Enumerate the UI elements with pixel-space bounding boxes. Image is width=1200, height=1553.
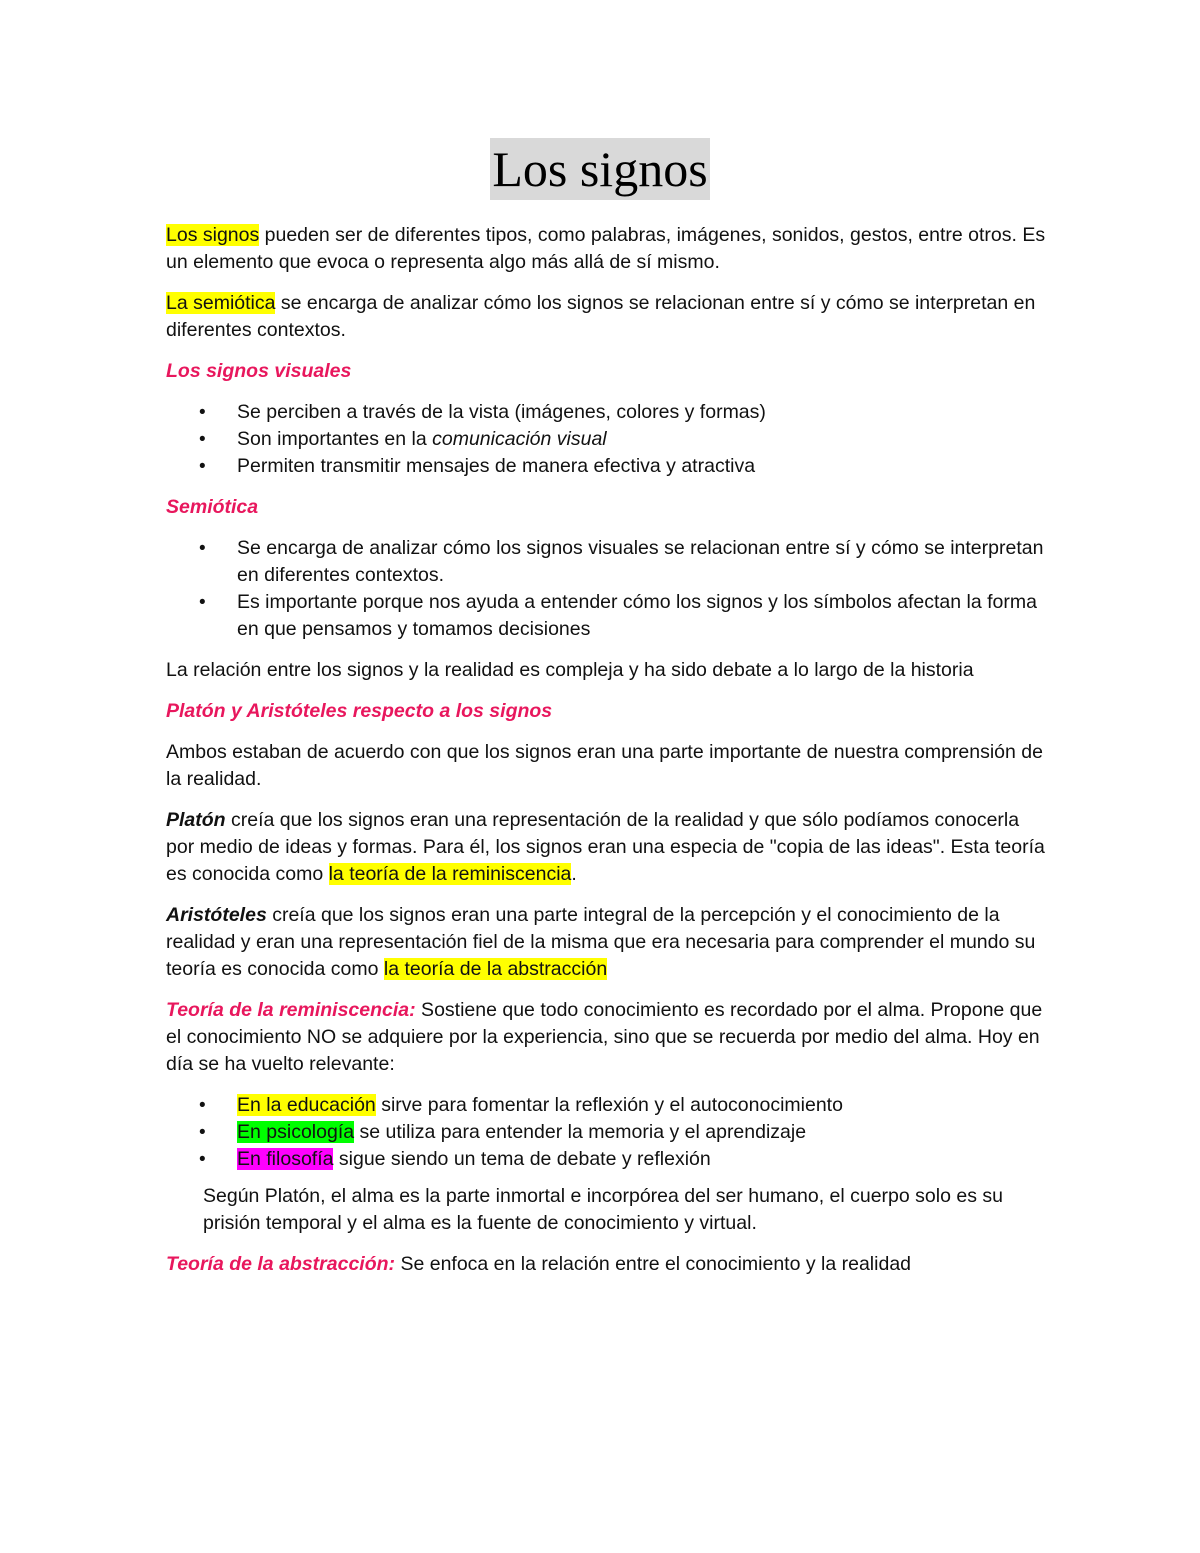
list-item-text: Se perciben a través de la vista (imágenes, colores y formas) [237,401,766,423]
bullet-icon: • [199,1149,206,1170]
paragraph-semiotica [166,290,1046,344]
paragraph-text: pueden ser de diferentes tipos, como palabras, imágenes, sonidos, gestos, entre otros. Es un elemento que evoca o representa algo más allá de sí mismo. [166,224,1046,273]
document-body [166,222,1046,1292]
list-aplicaciones [166,1092,1046,1173]
paragraph-aristoteles [166,902,1046,983]
list-item [166,426,1046,453]
label-teoria-abstraccion: Teoría de la abstracción: [166,1253,396,1275]
list-item [166,1092,1046,1119]
list-item [166,1119,1046,1146]
bullet-icon: • [199,402,206,423]
list-item [166,453,1046,480]
list-item-text: Se encarga de analizar cómo los signos visuales se relacionan entre sí y cómo se interpretan en diferentes contextos. [237,537,1044,586]
highlight-teoria-reminiscencia: la teoría de la reminiscencia [328,863,572,885]
bullet-icon: • [199,1095,206,1116]
highlight-teoria-abstraccion: la teoría de la abstracción [383,958,608,980]
bold-platon: Platón [166,809,226,831]
paragraph-text: creía que los signos eran una representación de la realidad y que sólo podíamos conocerla por medio de ideas y formas. Para él, los signos eran una especia de "copia de las ideas". Esta teoría es conocida como [166,809,1045,885]
list-item-text: Son importantes en la [237,428,433,450]
paragraph-intro [166,222,1046,276]
bullet-icon: • [199,592,206,613]
bullet-icon: • [199,538,206,559]
highlight-filosofia: En filosofía [237,1148,334,1170]
list-item [166,535,1046,589]
list-item [166,1146,1046,1173]
label-teoria-reminiscencia: Teoría de la reminiscencia: [166,999,416,1021]
highlight-psicologia: En psicología [237,1121,355,1143]
italic-term: comunicación visual [432,428,607,450]
paragraph-segun-platon: Según Platón, el alma es la parte inmortal e incorpórea del ser humano, el cuerpo solo es su prisión temporal y el alma es la fuente de conocimiento y virtual. [203,1185,1003,1234]
paragraph-teoria-abstraccion [166,1251,1046,1278]
paragraph-ambos: Ambos estaban de acuerdo con que los signos eran una parte importante de nuestra comprensión de la realidad. [166,741,1043,790]
bullet-icon: • [199,429,206,450]
heading-signos-visuales: Los signos visuales [166,360,352,382]
page-title: Los signos [490,138,709,200]
bullet-icon: • [199,1122,206,1143]
paragraph-text: Se enfoca en la relación entre el conocimiento y la realidad [395,1253,912,1275]
paragraph-platon [166,807,1046,888]
paragraph-relacion: La relación entre los signos y la realidad es compleja y ha sido debate a lo largo de la historia [166,659,974,681]
paragraph-text: creía que los signos eran una parte integral de la percepción y el conocimiento de la realidad y eran una representación fiel de la misma que era necesaria para comprender el mundo su teoría es conocida como [166,904,1036,980]
list-item-text: Permiten transmitir mensajes de manera efectiva y atractiva [237,455,756,477]
highlight-educacion: En la educación [237,1094,376,1116]
paragraph-text: se encarga de analizar cómo los signos se relacionan entre sí y cómo se interpretan en diferentes contextos. [166,292,1036,341]
highlight-la-semiotica: La semiótica [166,292,276,314]
heading-semiotica: Semiótica [166,496,259,518]
list-item-text: sirve para fomentar la reflexión y el autoconocimiento [375,1094,843,1116]
bold-aristoteles: Aristóteles [166,904,267,926]
list-semiotica [166,535,1046,643]
paragraph-end: . [571,863,577,885]
title-container [0,138,1200,200]
heading-platon-aristoteles: Platón y Aristóteles respecto a los signos [166,700,553,722]
list-item [166,589,1046,643]
paragraph-teoria-reminiscencia [166,997,1046,1078]
list-item-text: se utiliza para entender la memoria y el aprendizaje [354,1121,807,1143]
bullet-icon: • [199,456,206,477]
list-signos-visuales [166,399,1046,480]
list-item-text: Es importante porque nos ayuda a entender cómo los signos y los símbolos afectan la forma en que pensamos y tomamos decisiones [237,591,1037,640]
list-item [166,399,1046,426]
paragraph-text: Sostiene que todo conocimiento es recordado por el alma. Propone que el conocimiento NO se adquiere por la experiencia, sino que se recuerda por medio del alma. Hoy en día se ha vuelto relevante: [166,999,1043,1075]
highlight-los-signos: Los signos [166,224,260,246]
list-item-text: sigue siendo un tema de debate y reflexión [333,1148,711,1170]
